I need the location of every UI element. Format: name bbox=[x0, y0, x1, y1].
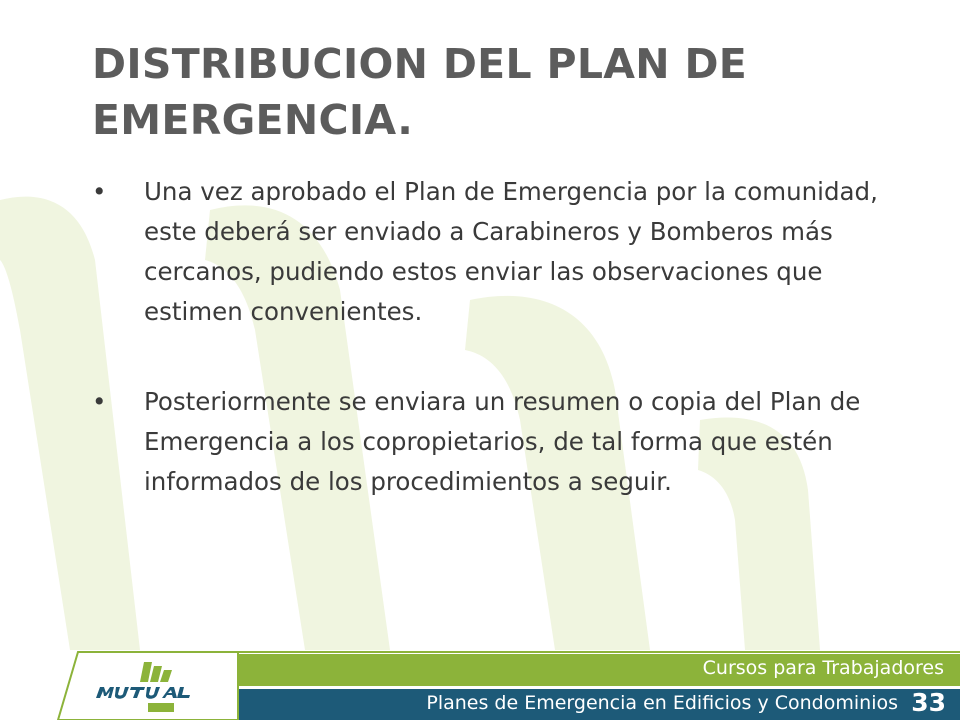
bullet-marker: • bbox=[92, 177, 107, 206]
bullet-marker: • bbox=[92, 387, 107, 416]
slide-title: DISTRIBUCION DEL PLAN DE EMERGENCIA. bbox=[92, 40, 748, 144]
page-number: 33 bbox=[911, 688, 946, 717]
footer-subtitle: Planes de Emergencia en Edificios y Condominios bbox=[426, 692, 898, 714]
bullet-item bbox=[92, 382, 892, 502]
bullet-text: Una vez aprobado el Plan de Emergencia por la comunidad, este deberá ser enviado a Carabineros y Bomberos más cercanos, pudiendo estos enviar las observaciones que estimen convenientes. bbox=[144, 177, 878, 326]
bullet-list bbox=[92, 172, 892, 502]
bullet-text: Posteriormente se enviara un resumen o copia del Plan de Emergencia a los copropietarios, de tal forma que estén informados de los procedimientos a seguir. bbox=[144, 387, 861, 496]
bullet-item bbox=[92, 172, 892, 332]
mutual-logo bbox=[86, 656, 216, 716]
footer-course-label: Cursos para Trabajadores bbox=[702, 657, 944, 679]
footer-bar bbox=[0, 650, 960, 720]
